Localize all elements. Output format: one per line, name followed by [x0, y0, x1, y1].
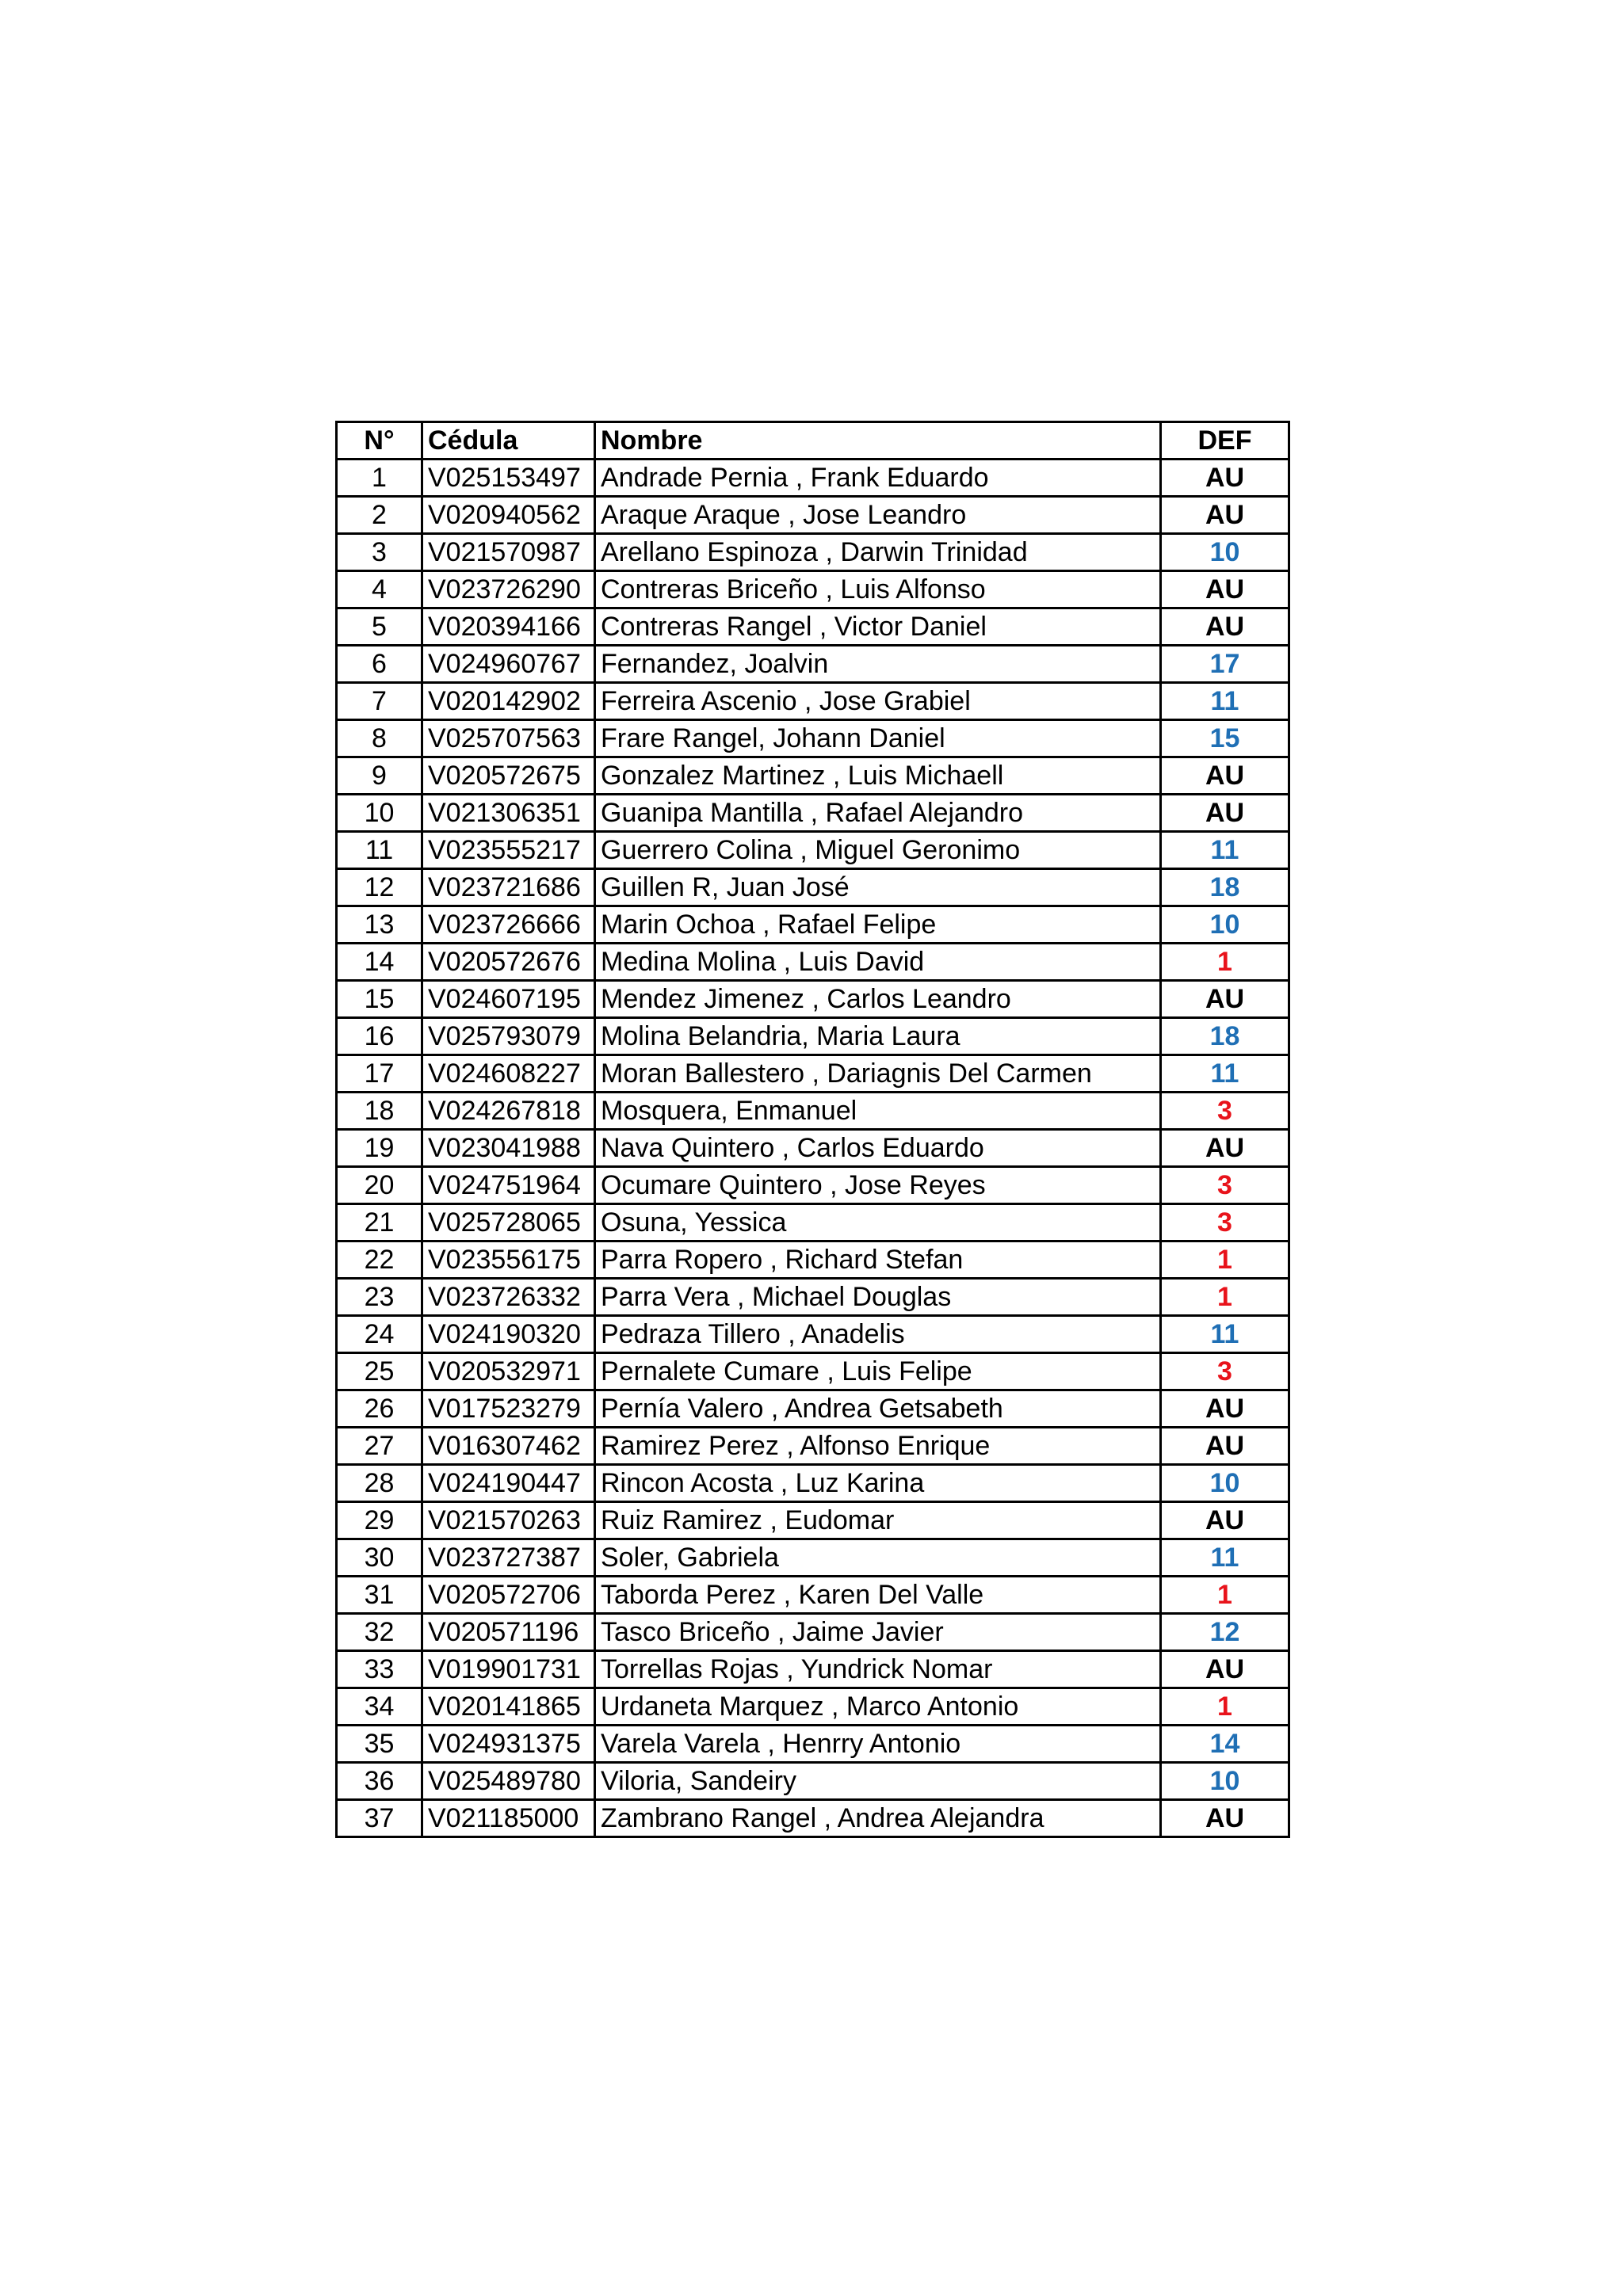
row-number: 13 — [337, 906, 422, 944]
row-nombre: Guerrero Colina , Miguel Geronimo — [595, 832, 1161, 869]
row-grade: 1 — [1161, 1577, 1289, 1614]
table-body — [337, 460, 1289, 1837]
row-number: 2 — [337, 497, 422, 534]
table-row — [337, 1688, 1289, 1726]
table-row — [337, 720, 1289, 757]
row-number: 4 — [337, 571, 422, 608]
row-grade: 3 — [1161, 1204, 1289, 1241]
row-cedula: V021306351 — [422, 795, 595, 832]
row-number: 7 — [337, 683, 422, 720]
row-grade: AU — [1161, 497, 1289, 534]
row-grade: 3 — [1161, 1167, 1289, 1204]
row-grade: 1 — [1161, 944, 1289, 981]
table-row — [337, 1018, 1289, 1055]
row-cedula: V020572675 — [422, 757, 595, 795]
grades-sheet — [335, 421, 1290, 1838]
table-row — [337, 1577, 1289, 1614]
row-nombre: Contreras Briceño , Luis Alfonso — [595, 571, 1161, 608]
row-grade: 14 — [1161, 1726, 1289, 1763]
table-row — [337, 1279, 1289, 1316]
table-row — [337, 1726, 1289, 1763]
row-cedula: V020141865 — [422, 1688, 595, 1726]
table-header — [337, 422, 1289, 460]
row-grade: 1 — [1161, 1279, 1289, 1316]
row-cedula: V025153497 — [422, 460, 595, 497]
row-grade: 10 — [1161, 1465, 1289, 1502]
row-grade: 15 — [1161, 720, 1289, 757]
row-grade: AU — [1161, 1390, 1289, 1428]
table-row — [337, 460, 1289, 497]
row-nombre: Varela Varela , Henrry Antonio — [595, 1726, 1161, 1763]
row-cedula: V020142902 — [422, 683, 595, 720]
row-cedula: V024960767 — [422, 646, 595, 683]
header-row — [337, 422, 1289, 460]
row-grade: AU — [1161, 608, 1289, 646]
row-nombre: Andrade Pernia , Frank Eduardo — [595, 460, 1161, 497]
row-nombre: Torrellas Rojas , Yundrick Nomar — [595, 1651, 1161, 1688]
row-nombre: Arellano Espinoza , Darwin Trinidad — [595, 534, 1161, 571]
row-nombre: Marin Ochoa , Rafael Felipe — [595, 906, 1161, 944]
row-grade: AU — [1161, 1130, 1289, 1167]
row-number: 15 — [337, 981, 422, 1018]
row-number: 34 — [337, 1688, 422, 1726]
row-grade: 11 — [1161, 1316, 1289, 1353]
row-nombre: Zambrano Rangel , Andrea Alejandra — [595, 1800, 1161, 1837]
row-nombre: Mosquera, Enmanuel — [595, 1093, 1161, 1130]
row-nombre: Guanipa Mantilla , Rafael Alejandro — [595, 795, 1161, 832]
row-number: 23 — [337, 1279, 422, 1316]
row-grade: 10 — [1161, 1763, 1289, 1800]
row-cedula: V024751964 — [422, 1167, 595, 1204]
table-row — [337, 1093, 1289, 1130]
header-cedula: Cédula — [422, 422, 595, 460]
row-grade: AU — [1161, 1800, 1289, 1837]
row-number: 25 — [337, 1353, 422, 1390]
row-nombre: Medina Molina , Luis David — [595, 944, 1161, 981]
row-nombre: Ferreira Ascenio , Jose Grabiel — [595, 683, 1161, 720]
table-row — [337, 869, 1289, 906]
row-cedula: V025793079 — [422, 1018, 595, 1055]
header-def: DEF — [1161, 422, 1289, 460]
row-cedula: V025728065 — [422, 1204, 595, 1241]
table-row — [337, 1428, 1289, 1465]
table-row — [337, 683, 1289, 720]
table-row — [337, 1130, 1289, 1167]
row-cedula: V024608227 — [422, 1055, 595, 1093]
row-number: 37 — [337, 1800, 422, 1837]
table-row — [337, 646, 1289, 683]
row-cedula: V023726332 — [422, 1279, 595, 1316]
table-row — [337, 608, 1289, 646]
row-number: 20 — [337, 1167, 422, 1204]
row-nombre: Moran Ballestero , Dariagnis Del Carmen — [595, 1055, 1161, 1093]
row-nombre: Viloria, Sandeiry — [595, 1763, 1161, 1800]
row-cedula: V023727387 — [422, 1539, 595, 1577]
row-cedula: V024931375 — [422, 1726, 595, 1763]
row-cedula: V025489780 — [422, 1763, 595, 1800]
row-grade: 10 — [1161, 534, 1289, 571]
row-number: 31 — [337, 1577, 422, 1614]
row-grade: AU — [1161, 460, 1289, 497]
row-nombre: Urdaneta Marquez , Marco Antonio — [595, 1688, 1161, 1726]
row-number: 22 — [337, 1241, 422, 1279]
row-nombre: Gonzalez Martinez , Luis Michaell — [595, 757, 1161, 795]
row-cedula: V019901731 — [422, 1651, 595, 1688]
row-number: 3 — [337, 534, 422, 571]
row-nombre: Nava Quintero , Carlos Eduardo — [595, 1130, 1161, 1167]
row-grade: AU — [1161, 1651, 1289, 1688]
table-row — [337, 1800, 1289, 1837]
row-cedula: V020571196 — [422, 1614, 595, 1651]
row-cedula: V024190447 — [422, 1465, 595, 1502]
row-nombre: Ocumare Quintero , Jose Reyes — [595, 1167, 1161, 1204]
table-row — [337, 1353, 1289, 1390]
row-grade: 11 — [1161, 1539, 1289, 1577]
table-row — [337, 1763, 1289, 1800]
table-row — [337, 944, 1289, 981]
row-cedula: V025707563 — [422, 720, 595, 757]
row-grade: 11 — [1161, 832, 1289, 869]
table-row — [337, 981, 1289, 1018]
row-cedula: V017523279 — [422, 1390, 595, 1428]
row-number: 5 — [337, 608, 422, 646]
row-cedula: V024607195 — [422, 981, 595, 1018]
row-nombre: Pernía Valero , Andrea Getsabeth — [595, 1390, 1161, 1428]
row-nombre: Taborda Perez , Karen Del Valle — [595, 1577, 1161, 1614]
table-row — [337, 534, 1289, 571]
table-row — [337, 757, 1289, 795]
row-number: 10 — [337, 795, 422, 832]
row-number: 6 — [337, 646, 422, 683]
row-grade: 11 — [1161, 683, 1289, 720]
row-number: 35 — [337, 1726, 422, 1763]
row-number: 18 — [337, 1093, 422, 1130]
row-cedula: V020940562 — [422, 497, 595, 534]
row-nombre: Tasco Briceño , Jaime Javier — [595, 1614, 1161, 1651]
row-number: 9 — [337, 757, 422, 795]
row-number: 30 — [337, 1539, 422, 1577]
row-nombre: Mendez Jimenez , Carlos Leandro — [595, 981, 1161, 1018]
row-cedula: V021570987 — [422, 534, 595, 571]
row-grade: AU — [1161, 757, 1289, 795]
row-number: 14 — [337, 944, 422, 981]
row-number: 12 — [337, 869, 422, 906]
row-number: 16 — [337, 1018, 422, 1055]
row-number: 21 — [337, 1204, 422, 1241]
row-cedula: V020572706 — [422, 1577, 595, 1614]
row-nombre: Molina Belandria, Maria Laura — [595, 1018, 1161, 1055]
row-nombre: Soler, Gabriela — [595, 1539, 1161, 1577]
row-grade: 11 — [1161, 1055, 1289, 1093]
row-number: 36 — [337, 1763, 422, 1800]
row-grade: AU — [1161, 1502, 1289, 1539]
row-nombre: Fernandez, Joalvin — [595, 646, 1161, 683]
header-number: N° — [337, 422, 422, 460]
row-number: 1 — [337, 460, 422, 497]
row-nombre: Araque Araque , Jose Leandro — [595, 497, 1161, 534]
row-cedula: V021185000 — [422, 1800, 595, 1837]
row-grade: AU — [1161, 1428, 1289, 1465]
table-row — [337, 497, 1289, 534]
table-row — [337, 1316, 1289, 1353]
row-nombre: Frare Rangel, Johann Daniel — [595, 720, 1161, 757]
header-nombre: Nombre — [595, 422, 1161, 460]
row-number: 28 — [337, 1465, 422, 1502]
row-grade: 1 — [1161, 1241, 1289, 1279]
table-row — [337, 1539, 1289, 1577]
row-grade: 12 — [1161, 1614, 1289, 1651]
row-grade: AU — [1161, 981, 1289, 1018]
table-row — [337, 1241, 1289, 1279]
row-grade: 3 — [1161, 1093, 1289, 1130]
row-number: 24 — [337, 1316, 422, 1353]
row-cedula: V021570263 — [422, 1502, 595, 1539]
table-row — [337, 1204, 1289, 1241]
row-grade: AU — [1161, 571, 1289, 608]
row-nombre: Ruiz Ramirez , Eudomar — [595, 1502, 1161, 1539]
row-cedula: V024267818 — [422, 1093, 595, 1130]
row-number: 33 — [337, 1651, 422, 1688]
row-number: 27 — [337, 1428, 422, 1465]
row-cedula: V023041988 — [422, 1130, 595, 1167]
row-nombre: Pernalete Cumare , Luis Felipe — [595, 1353, 1161, 1390]
row-cedula: V023726290 — [422, 571, 595, 608]
table-row — [337, 1055, 1289, 1093]
row-cedula: V023555217 — [422, 832, 595, 869]
row-nombre: Rincon Acosta , Luz Karina — [595, 1465, 1161, 1502]
row-cedula: V016307462 — [422, 1428, 595, 1465]
row-number: 11 — [337, 832, 422, 869]
row-grade: 18 — [1161, 869, 1289, 906]
table-row — [337, 1614, 1289, 1651]
row-number: 32 — [337, 1614, 422, 1651]
row-nombre: Parra Vera , Michael Douglas — [595, 1279, 1161, 1316]
table-row — [337, 795, 1289, 832]
row-number: 8 — [337, 720, 422, 757]
row-grade: 1 — [1161, 1688, 1289, 1726]
table-row — [337, 906, 1289, 944]
table-row — [337, 1651, 1289, 1688]
grades-table — [335, 421, 1290, 1838]
row-nombre: Contreras Rangel , Victor Daniel — [595, 608, 1161, 646]
row-cedula: V020532971 — [422, 1353, 595, 1390]
row-grade: 10 — [1161, 906, 1289, 944]
row-number: 19 — [337, 1130, 422, 1167]
row-cedula: V023721686 — [422, 869, 595, 906]
table-row — [337, 832, 1289, 869]
table-row — [337, 1167, 1289, 1204]
row-number: 29 — [337, 1502, 422, 1539]
table-row — [337, 1465, 1289, 1502]
table-row — [337, 1502, 1289, 1539]
row-nombre: Osuna, Yessica — [595, 1204, 1161, 1241]
row-cedula: V023556175 — [422, 1241, 595, 1279]
row-number: 26 — [337, 1390, 422, 1428]
row-grade: 3 — [1161, 1353, 1289, 1390]
row-nombre: Guillen R, Juan José — [595, 869, 1161, 906]
row-grade: 17 — [1161, 646, 1289, 683]
row-nombre: Parra Ropero , Richard Stefan — [595, 1241, 1161, 1279]
row-nombre: Ramirez Perez , Alfonso Enrique — [595, 1428, 1161, 1465]
row-number: 17 — [337, 1055, 422, 1093]
table-row — [337, 1390, 1289, 1428]
row-nombre: Pedraza Tillero , Anadelis — [595, 1316, 1161, 1353]
row-grade: 18 — [1161, 1018, 1289, 1055]
row-cedula: V020572676 — [422, 944, 595, 981]
table-row — [337, 571, 1289, 608]
row-cedula: V020394166 — [422, 608, 595, 646]
row-grade: AU — [1161, 795, 1289, 832]
row-cedula: V024190320 — [422, 1316, 595, 1353]
row-cedula: V023726666 — [422, 906, 595, 944]
